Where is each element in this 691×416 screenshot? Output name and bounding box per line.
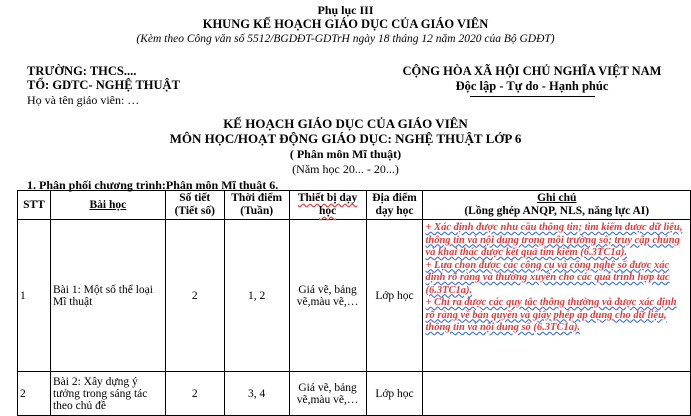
motto-underline [470,96,595,97]
motto: Độc lập - Tự do - Hạnh phúc [455,79,609,93]
header-stt: STT [18,191,51,220]
row-lesson: Bài 2: Xây dựng ý tưởng trong sáng tác theo chủ đề [50,372,165,416]
row-equipment: Giá vẽ, bảng vẽ,màu vẽ,… [289,372,366,416]
row-stt: 2 [18,372,51,416]
note-item: + Xác định được nhu cầu thông tin; tìm kiếm được dữ liệu, thông tin và nội dung trong môi trường số; truy cập chúng và khai thác được kết quả tìm kiếm (6.3TC1a). [425,222,683,258]
plan-title: KẾ HOẠCH GIÁO DỤC CỦA GIÁO VIÊN [223,116,468,131]
table-row [18,220,691,372]
row-location: Lớp học [366,372,423,416]
row-time: 1, 2 [224,220,289,372]
header-lesson: Bài học [50,191,165,220]
frame-title: KHUNG KẾ HOẠCH GIÁO DỤC CỦA GIÁO VIÊN [202,17,489,31]
header-time: Thời điểm (Tuần) [224,191,289,220]
subject-title: MÔN HỌC/HOẠT ĐỘNG GIÁO DỤC: NGHỆ THUẬT LỚP 6 [169,131,522,146]
branch-title: ( Phân môn Mĩ thuật) [289,147,402,161]
dispatch-note: (Kèm theo Công văn số 5512/BGDĐT-GDTrH ngày 18 tháng 12 năm 2020 của Bộ GDĐT) [136,33,555,45]
row-time: 3, 4 [224,372,289,416]
row-stt: 1 [18,220,51,372]
note-item: + Chỉ ra được các quy tắc thông thường và được xác định rõ ràng về bản quyền và giấy phép áp dụng cho dữ liệu, thông tin và nội dung số (6.3TC1a). [425,297,677,333]
section-title: 1. Phân phối chương trình:Phân môn Mĩ thuật 6. [27,178,279,192]
header-notes: Ghi chú (Lồng ghép ANQP, NLS, năng lực AI) [423,191,691,220]
row-periods: 2 [165,372,224,416]
row-notes-empty [423,372,691,416]
appendix-label: Phụ lục III [317,3,374,17]
table-header-row [18,191,691,220]
program-table [17,190,691,416]
row-periods: 2 [165,220,224,372]
teacher-name: Họ và tên giáo viên: … [27,93,140,107]
group-name: TỔ: GDTC- NGHỆ THUẬT [27,78,180,92]
row-equipment: Giá vẽ, bảng vẽ,màu vẽ,… [289,220,366,372]
row-lesson: Bài 1: Một số thể loại Mĩ thuật [50,220,165,372]
header-location: Địa điểm dạy học [366,191,423,220]
table-row [18,372,691,416]
nation-title: CỘNG HÒA XÃ HỘI CHỦ NGHĨA VIỆT NAM [402,64,662,78]
school-name: TRƯỜNG: THCS.... [27,64,137,78]
header-periods: Số tiết (Tiết số) [165,191,224,220]
school-year: (Năm học 20... - 20...) [292,162,399,176]
row-notes [423,220,691,372]
header-equipment: Thiết bị dạy học [289,191,366,220]
row-location: Lớp học [366,220,423,372]
note-item: + Lựa chọn được các công cụ và công nghệ số được xác định rõ ràng và thường xuyên cho các quá trình hợp tác (6.3TC1a). [425,259,670,296]
